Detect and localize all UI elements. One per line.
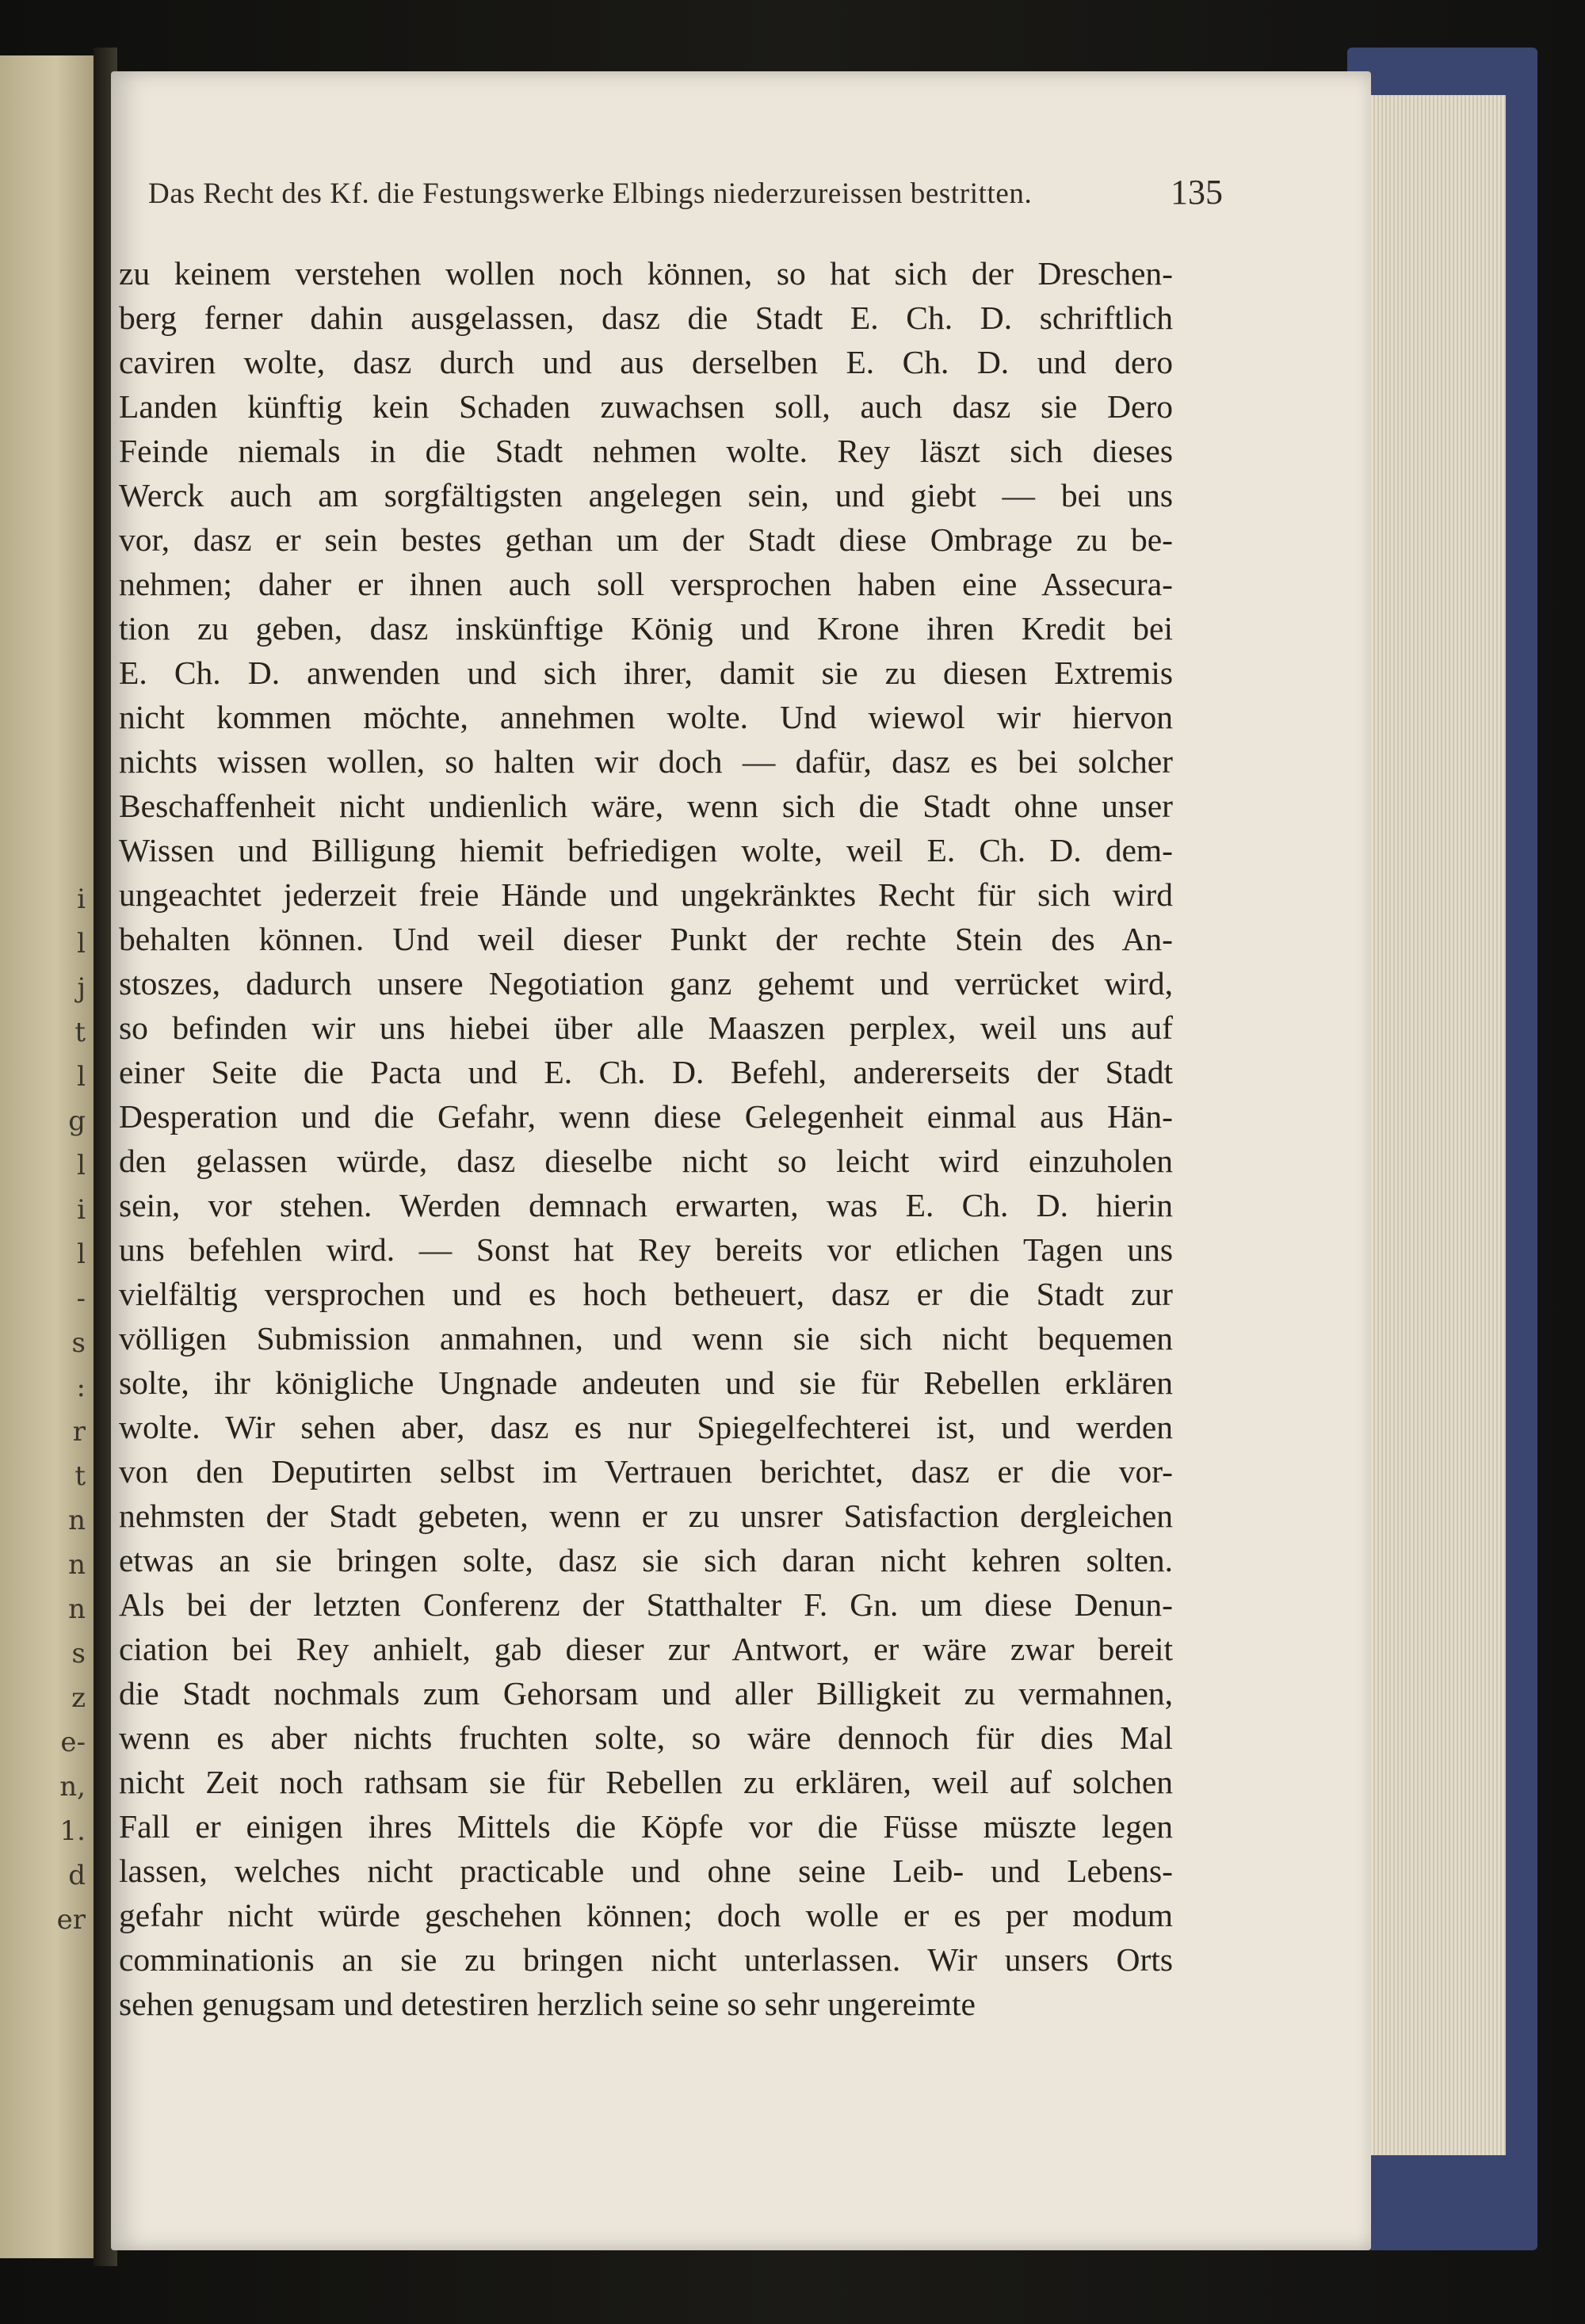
running-head: Das Recht des Kf. die Festungswerke Elbings niederzureissen bestritten. [148, 177, 1033, 210]
text-line: Als bei der letzten Conferenz der Statthalter F. Gn. um diese Denun- [119, 1586, 1173, 1623]
previous-page-fragment: n [68, 1505, 86, 1536]
text-line: die Stadt nochmals zum Gehorsam und aller Billigkeit zu vermahnen, [119, 1675, 1173, 1712]
text-line: behalten können. Und weil dieser Punkt der rechte Stein des An- [119, 921, 1173, 957]
text-line: so befinden wir uns hiebei über alle Maaszen perplex, weil uns auf [119, 1009, 1173, 1046]
previous-page-fragment: er [56, 1904, 86, 1936]
previous-page-fragment: d [68, 1860, 86, 1891]
text-line: nehmsten der Stadt gebeten, wenn er zu unsrer Satisfaction dergleichen [119, 1498, 1173, 1534]
text-line: comminationis an sie zu bringen nicht unterlassen. Wir unsers Orts [119, 1941, 1173, 1978]
previous-page-fragment: t [74, 1460, 86, 1492]
text-line: tion zu geben, dasz inskünftige König und Krone ihren Kredit bei [119, 610, 1173, 647]
previous-page-fragment: n, [59, 1771, 86, 1803]
text-line: solte, ihr königliche Ungnade andeuten und sie für Rebellen erklären [119, 1364, 1173, 1401]
text-line: uns befehlen wird. — Sonst hat Rey bereits vor etlichen Tagen uns [119, 1231, 1173, 1268]
previous-page-fragment: r [72, 1416, 86, 1448]
text-line: nicht Zeit noch rathsam sie für Rebellen zu erklären, weil auf solchen [119, 1764, 1173, 1800]
text-line: nehmen; daher er ihnen auch soll versprochen haben eine Assecura- [119, 566, 1173, 602]
book-page [111, 71, 1371, 2250]
text-line: von den Deputirten selbst im Vertrauen berichtet, dasz er die vor- [119, 1453, 1173, 1490]
text-line: nicht kommen möchte, annehmen wolte. Und wiewol wir hiervon [119, 699, 1173, 735]
previous-page-fragment: s [71, 1638, 86, 1670]
text-line: caviren wolte, dasz durch und aus derselben E. Ch. D. und dero [119, 344, 1173, 380]
page-block-edges [1363, 95, 1506, 2155]
previous-page-fragment: l [77, 1238, 86, 1270]
text-line: völligen Submission anmahnen, und wenn sie sich nicht bequemen [119, 1320, 1173, 1357]
text-line: ciation bei Rey anhielt, gab dieser zur Antwort, er wäre zwar bereit [119, 1631, 1173, 1667]
previous-page-fragment: t [74, 1017, 86, 1048]
text-line: sehen genugsam und detestiren herzlich seine so sehr ungereimte [119, 1986, 976, 2022]
text-line: zu keinem verstehen wollen noch können, so hat sich der Dreschen- [119, 255, 1173, 292]
text-line: den gelassen würde, dasz dieselbe nicht so leicht wird einzuholen [119, 1143, 1173, 1179]
previous-page-edge [0, 55, 94, 2258]
text-line: wenn es aber nichts fruchten solte, so wäre dennoch für dies Mal [119, 1719, 1173, 1756]
previous-page-fragment: j [77, 972, 86, 1004]
previous-page-fragment: 1. [59, 1815, 86, 1847]
previous-page-fragment: g [68, 1105, 86, 1137]
text-line: Beschaffenheit nicht undienlich wäre, wenn sich die Stadt ohne unser [119, 788, 1173, 824]
previous-page-fragment: i [77, 883, 86, 915]
text-line: vielfältig versprochen und es hoch betheuert, dasz er die Stadt zur [119, 1276, 1173, 1312]
previous-page-fragment: l [77, 1061, 86, 1093]
text-line: nichts wissen wollen, so halten wir doch — dafür, dasz es bei solcher [119, 743, 1173, 780]
text-line: Desperation und die Gefahr, wenn diese Gelegenheit einmal aus Hän- [119, 1098, 1173, 1135]
text-line: E. Ch. D. anwenden und sich ihrer, damit sie zu diesen Extremis [119, 654, 1173, 691]
text-line: etwas an sie bringen solte, dasz sie sich daran nicht kehren solten. [119, 1542, 1173, 1578]
previous-page-fragment: - [76, 1283, 86, 1315]
previous-page-fragment: s [71, 1327, 86, 1359]
body-text [119, 251, 1173, 2026]
text-line: lassen, welches nicht practicable und ohne seine Leib- und Lebens- [119, 1853, 1173, 1889]
text-line: gefahr nicht würde geschehen können; doch wolle er es per modum [119, 1897, 1173, 1933]
text-line: vor, dasz er sein bestes gethan um der Stadt diese Ombrage zu be- [119, 521, 1173, 558]
text-line: Landen künftig kein Schaden zuwachsen soll, auch dasz sie Dero [119, 388, 1173, 425]
text-line: einer Seite die Pacta und E. Ch. D. Befehl, andererseits der Stadt [119, 1054, 1173, 1090]
text-line: Werck auch am sorgfältigsten angelegen sein, und giebt — bei uns [119, 477, 1173, 513]
previous-page-fragment: z [71, 1682, 86, 1714]
text-line: Feinde niemals in die Stadt nehmen wolte. Rey läszt sich dieses [119, 433, 1173, 469]
previous-page-fragment: l [77, 1150, 86, 1181]
text-line: wolte. Wir sehen aber, dasz es nur Spiegelfechterei ist, und werden [119, 1409, 1173, 1445]
text-line: Wissen und Billigung hiemit befriedigen wolte, weil E. Ch. D. dem- [119, 832, 1173, 868]
previous-page-fragment: n [68, 1549, 86, 1581]
text-line: sein, vor stehen. Werden demnach erwarten, was E. Ch. D. hierin [119, 1187, 1173, 1223]
previous-page-fragment: n [68, 1593, 86, 1625]
previous-page-fragment: e- [60, 1727, 86, 1758]
previous-page-fragment: l [77, 928, 86, 960]
text-line: stoszes, dadurch unsere Negotiation ganz gehemt und verrücket wird, [119, 965, 1173, 1002]
text-line: ungeachtet jederzeit freie Hände und ungekränktes Recht für sich wird [119, 876, 1173, 913]
previous-page-fragment: i [77, 1194, 86, 1226]
text-line: Fall er einigen ihres Mittels die Köpfe vor die Füsse müszte legen [119, 1808, 1173, 1845]
previous-page-fragment: : [76, 1372, 86, 1403]
page-number: 135 [1171, 173, 1223, 212]
text-line: berg ferner dahin ausgelassen, dasz die Stadt E. Ch. D. schriftlich [119, 300, 1173, 336]
